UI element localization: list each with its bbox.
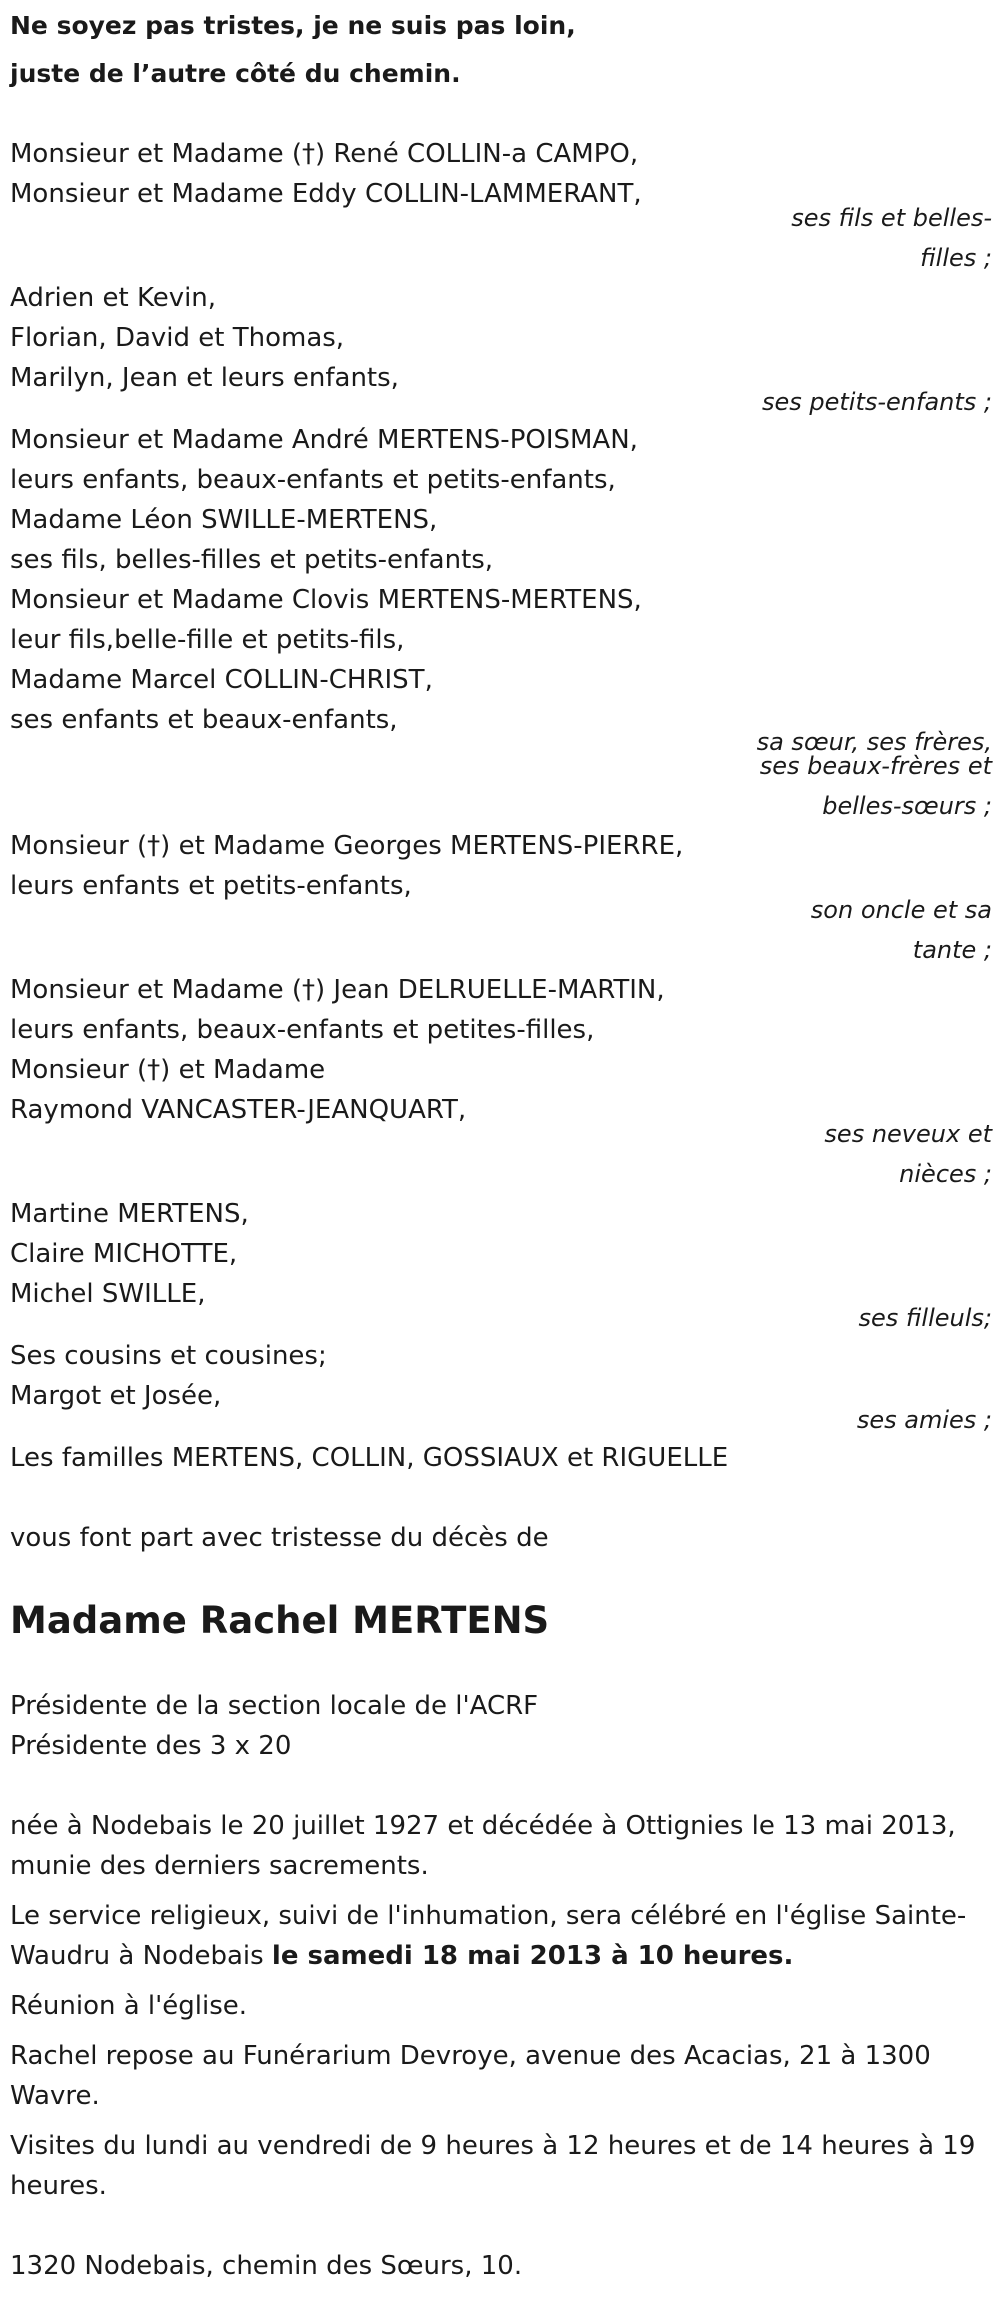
family-line: Ses cousins et cousines;: [10, 1341, 327, 1371]
family-line: Madame Léon SWILLE-MERTENS,: [10, 505, 438, 535]
family-line: Madame Marcel COLLIN-CHRIST,: [10, 665, 433, 695]
family-line: Raymond VANCASTER-JEANQUART,: [10, 1095, 467, 1125]
relation-label: ses neveux et: [824, 1120, 992, 1148]
family-line: Margot et Josée,: [10, 1381, 222, 1411]
service-date: le samedi 18 mai 2013 à 10 heures.: [271, 1941, 794, 1971]
deceased-name: Madame Rachel MERTENS: [10, 1599, 550, 1642]
family-line: Monsieur (†) et Madame: [10, 1055, 326, 1085]
family-line: leur fils,belle-fille et petits-fils,: [10, 625, 405, 655]
visits-paragraph: Visites du lundi au vendredi de 9 heures à 12 heures et de 14 heures à 19 heures.: [10, 2131, 976, 2201]
funeral-home-paragraph: Rachel repose au Funérarium Devroye, avenue des Acacias, 21 à 1300 Wavre.: [10, 2041, 931, 2111]
relation-label: ses beaux-frères et: [759, 752, 992, 780]
relation-label: nièces ;: [899, 1160, 992, 1188]
family-line: ses enfants et beaux-enfants,: [10, 705, 398, 735]
epigraph-line-1: Ne soyez pas tristes, je ne suis pas loin,: [10, 11, 576, 40]
relation-label: son oncle et sa: [810, 896, 992, 924]
relation-label: ses amies ;: [856, 1406, 992, 1434]
family-line: Monsieur et Madame Eddy COLLIN-LAMMERANT,: [10, 179, 642, 209]
family-line: Monsieur et Madame André MERTENS-POISMAN,: [10, 425, 638, 455]
relation-label: tante ;: [912, 936, 992, 964]
family-line: Monsieur (†) et Madame Georges MERTENS-PIERRE,: [10, 831, 684, 861]
deceased-title: Présidente des 3 x 20: [10, 1731, 292, 1761]
family-line: leurs enfants, beaux-enfants et petits-enfants,: [10, 465, 616, 495]
birth-death-paragraph: née à Nodebais le 20 juillet 1927 et décédée à Ottignies le 13 mai 2013, munie des derniers sacrements.: [10, 1811, 956, 1881]
family-line: Monsieur et Madame (†) René COLLIN-a CAMPO,: [10, 139, 639, 169]
family-line: leurs enfants et petits-enfants,: [10, 871, 412, 901]
service-text: Le service religieux, suivi de l'inhumation, sera célébré en l'église Sainte-Waudru à Nodebais: [10, 1901, 967, 1971]
relation-label: filles ;: [920, 244, 992, 272]
relation-label: ses petits-enfants ;: [761, 388, 992, 416]
families-line: Les familles MERTENS, COLLIN, GOSSIAUX et RIGUELLE: [10, 1443, 729, 1473]
family-line: Monsieur et Madame Clovis MERTENS-MERTENS,: [10, 585, 642, 615]
deceased-title: Présidente de la section locale de l'ACRF: [10, 1691, 539, 1721]
service-paragraph: [10, 1896, 990, 1976]
family-line: leurs enfants, beaux-enfants et petites-filles,: [10, 1015, 595, 1045]
family-line: Michel SWILLE,: [10, 1279, 206, 1309]
relation-label: sa sœur, ses frères,: [756, 728, 992, 756]
family-line: Martine MERTENS,: [10, 1199, 249, 1229]
family-line: Florian, David et Thomas,: [10, 323, 345, 353]
relation-label: ses filleuls;: [858, 1304, 992, 1332]
announcement-line: vous font part avec tristesse du décès de: [10, 1523, 549, 1553]
relation-label: belles-sœurs ;: [822, 792, 992, 820]
family-line: ses fils, belles-filles et petits-enfants,: [10, 545, 494, 575]
relation-label: ses fils et belles-: [791, 204, 992, 232]
epigraph-line-2: juste de l’autre côté du chemin.: [10, 59, 461, 88]
family-line: Marilyn, Jean et leurs enfants,: [10, 363, 399, 393]
family-line: Adrien et Kevin,: [10, 283, 217, 313]
meeting-paragraph: Réunion à l'église.: [10, 1991, 248, 2021]
family-line: Claire MICHOTTE,: [10, 1239, 238, 1269]
address-line: 1320 Nodebais, chemin des Sœurs, 10.: [10, 2251, 523, 2281]
family-line: Monsieur et Madame (†) Jean DELRUELLE-MARTIN,: [10, 975, 665, 1005]
